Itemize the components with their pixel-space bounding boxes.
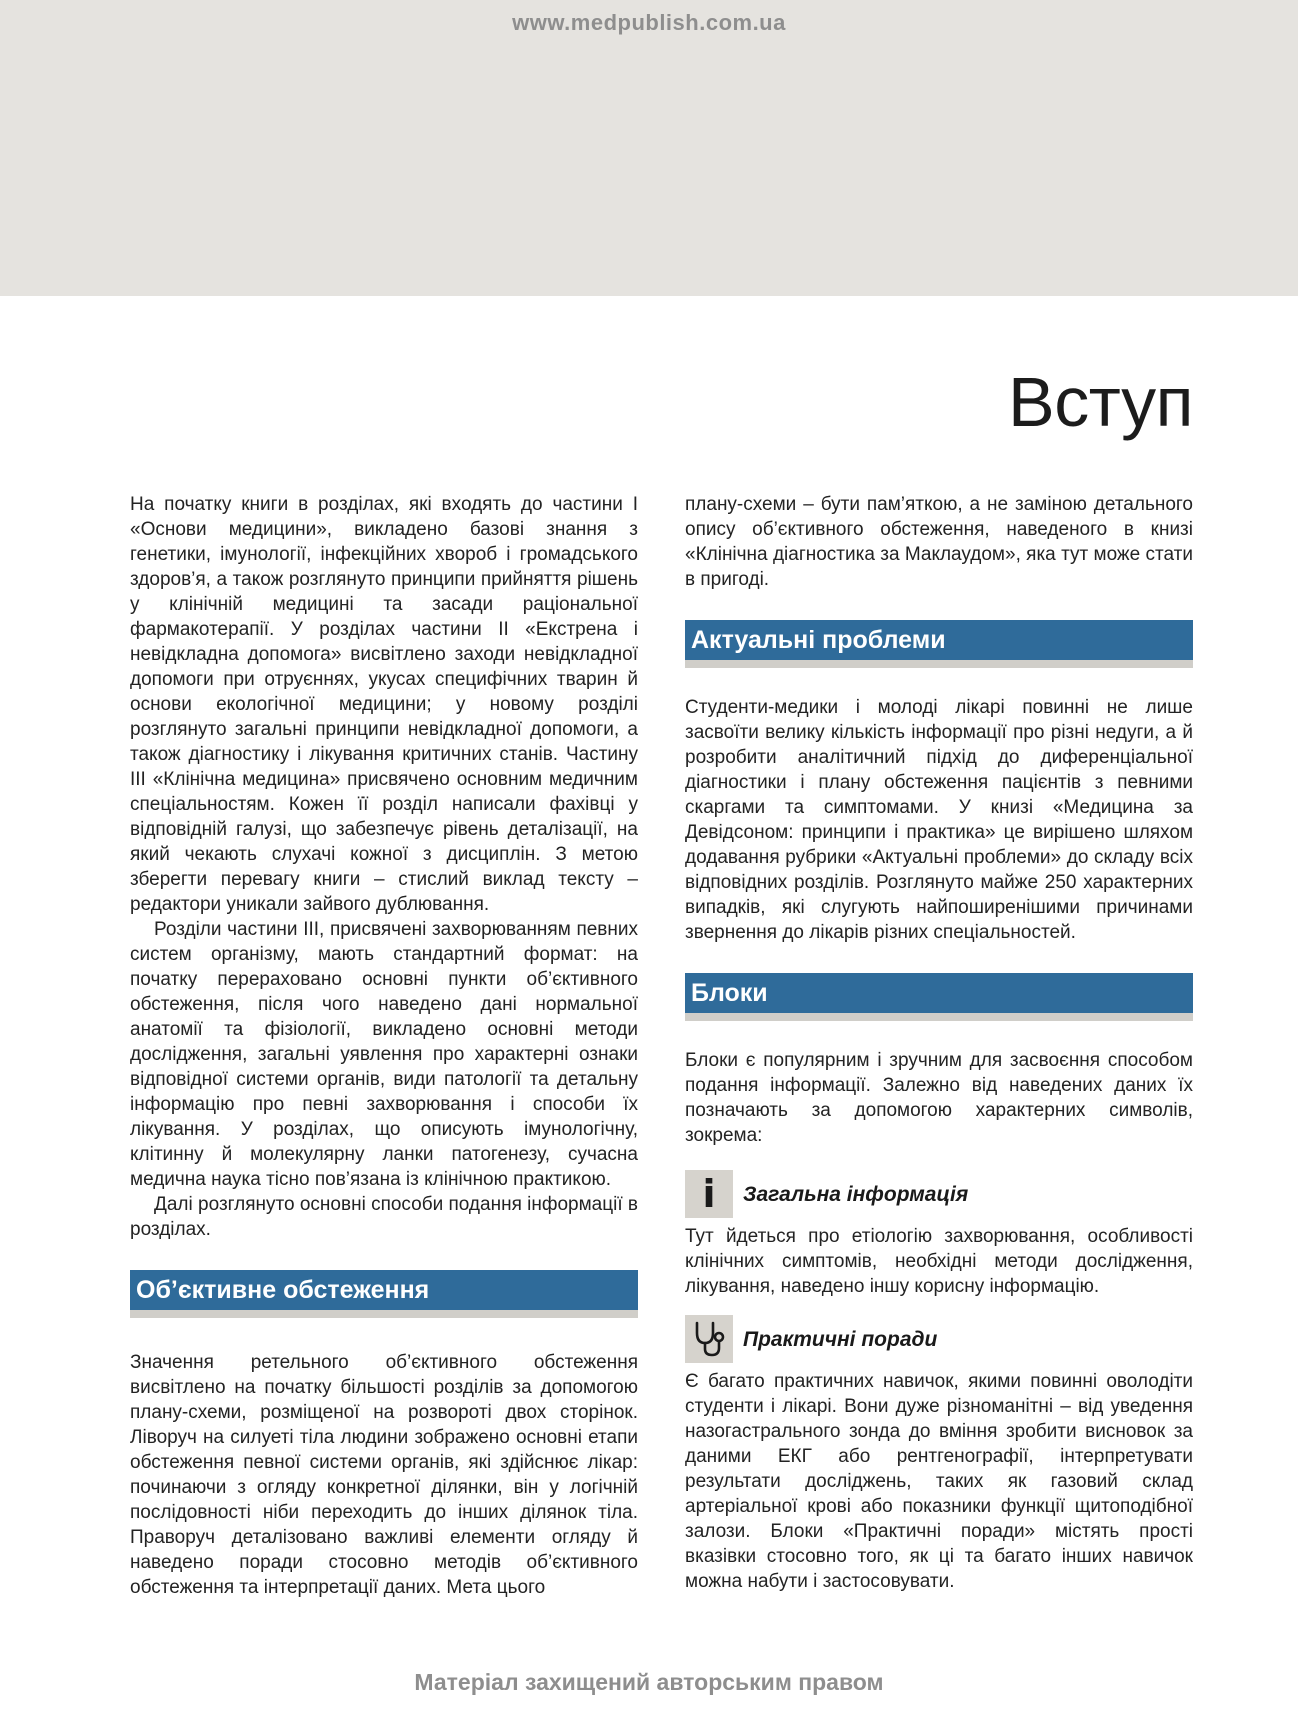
left-column	[130, 492, 638, 1600]
section-problems-text: Студенти-медики і молоді лікарі повинні не лише засвоїти велику кількість інформації про різні недуги, а й розробити аналітичний підхід до диференціальної діагностики і плану обстеження пацієнтів з певними скаргами та симптомами. У книзі «Медицина за Девідсоном: принципи і практика» це вирішено шляхом додавання рубрики «Актуальні проблеми» до складу всіх відповідних розділів. Розглянуто майже 250 характерних випадків, які слугують найпоширенішими причинами звернення до лікарів різних спеціальностей.	[685, 697, 1193, 943]
section-heading-exam: Об’єктивне обстеження	[130, 1270, 638, 1318]
copyright-notice: Матеріал захищений авторським правом	[414, 1669, 884, 1695]
stethoscope-icon	[685, 1315, 733, 1363]
info-icon	[685, 1170, 733, 1218]
intro-paragraph: На початку книги в розділах, які входять до частини І «Основи медицини», викладено базові знання з генетики, імунології, інфекційних хвороб і громадського здоров’я, а також розглянуто принципи прийняття рішень у клінічній медицині та засади раціональної фармакотерапії. У розділах частини ІІ «Екстрена і невідкладна допомога» висвітлено заходи невідкладної допомоги при отруєннях, укусах специфічних тварин й основи екологічної медицини; у новому розділі розглянуто загальні принципи невідкладної допомоги, а також діагностику і лікування критичних станів. Частину ІІІ «Клінічна медицина» присвячено основним медичним спеціальностям. Кожен її розділ написали фахівці у відповідній галузі, що забезпечує рівень деталізації, на який чекають слухачі кожної з дисциплін. З метою зберегти перевагу книги – стислий виклад тексту – редактори уникали зайвого дублювання.	[130, 494, 638, 915]
section-exam-text: Значення ретельного об’єктивного обстеження висвітлено на початку більшості розділів за допомогою плану-схеми, розміщеної на розвороті двох сторінок. Ліворуч на силуеті тіла людини зображено основні етапи обстеження певної системи органів, які здійснює лікар: починаючи з огляду конкретної ділянки, він у логічній послідовності ніби переходить до інших ділянок тіла. Праворуч деталізовано важливі елементи огляду й наведено поради стосовно методів об’єктивного обстеження та інтерпретації даних. Мета цього	[130, 1352, 638, 1598]
page-title: Вступ	[1008, 363, 1193, 441]
box-general-text: Тут йдеться про етіологію захворювання, особливості клінічних симптомів, необхідні методи дослідження, лікування, наведено іншу корисну інформацію.	[685, 1226, 1193, 1297]
section-heading-blocks: Блоки	[685, 973, 1193, 1021]
box-practical-title: Практичні поради	[743, 1327, 938, 1351]
right-column	[685, 492, 1193, 1594]
section-heading-problems: Актуальні проблеми	[685, 620, 1193, 668]
site-url[interactable]: www.medpublish.com.ua	[512, 10, 786, 35]
box-general-title: Загальна інформація	[743, 1182, 969, 1206]
stethoscope-icon-graphic	[689, 1319, 729, 1359]
info-glyph: i	[702, 1171, 716, 1216]
box-practical-text: Є багато практичних навичок, якими повинні оволодіти студенти і лікарі. Вони дуже різноманітні – від уведення назогастрального зонда до вміння зробити висновок за даними ЕКГ або рентгенографії, інтерпретувати результати досліджень, таких як газовий склад артеріальної крові або показники функції щитоподібної залози. Блоки «Практичні поради» містять прості вказівки стосовно того, як ці та багато інших навичок можна набути і застосовувати.	[685, 1371, 1193, 1592]
top-band	[0, 0, 1298, 296]
section-blocks-text: Блоки є популярним і зручним для засвоєння способом подання інформації. Залежно від наведених даних їх позначають за допомогою характерних символів, зокрема:	[685, 1050, 1193, 1146]
box-general-header	[685, 1170, 1193, 1218]
box-practical-header	[685, 1315, 1193, 1363]
exam-continued-text: плану-схеми – бути пам’яткою, а не заміною детального опису об’єктивного обстеження, наведеного в книзі «Клінічна діагностика за Маклаудом», яка тут може стати в пригоді.	[685, 494, 1193, 590]
intro-paragraph: Розділи частини ІІІ, присвячені захворюванням певних систем організму, мають стандартний формат: на початку перераховано основні пункти об’єктивного обстеження, після чого наведено дані нормальної анатомії та фізіології, викладено основні методи дослідження, загальні уявлення про характерні ознаки відповідної системи органів, види патології та детальну інформацію про певні захворювання і способи їх лікування. У розділах, що описують імунологічну, клітинну й молекулярну ланки патогенезу, сучасна медична наука тісно пов’язана із клінічною практикою.	[130, 919, 638, 1190]
intro-paragraph: Далі розглянуто основні способи подання інформації в розділах.	[130, 1194, 638, 1240]
